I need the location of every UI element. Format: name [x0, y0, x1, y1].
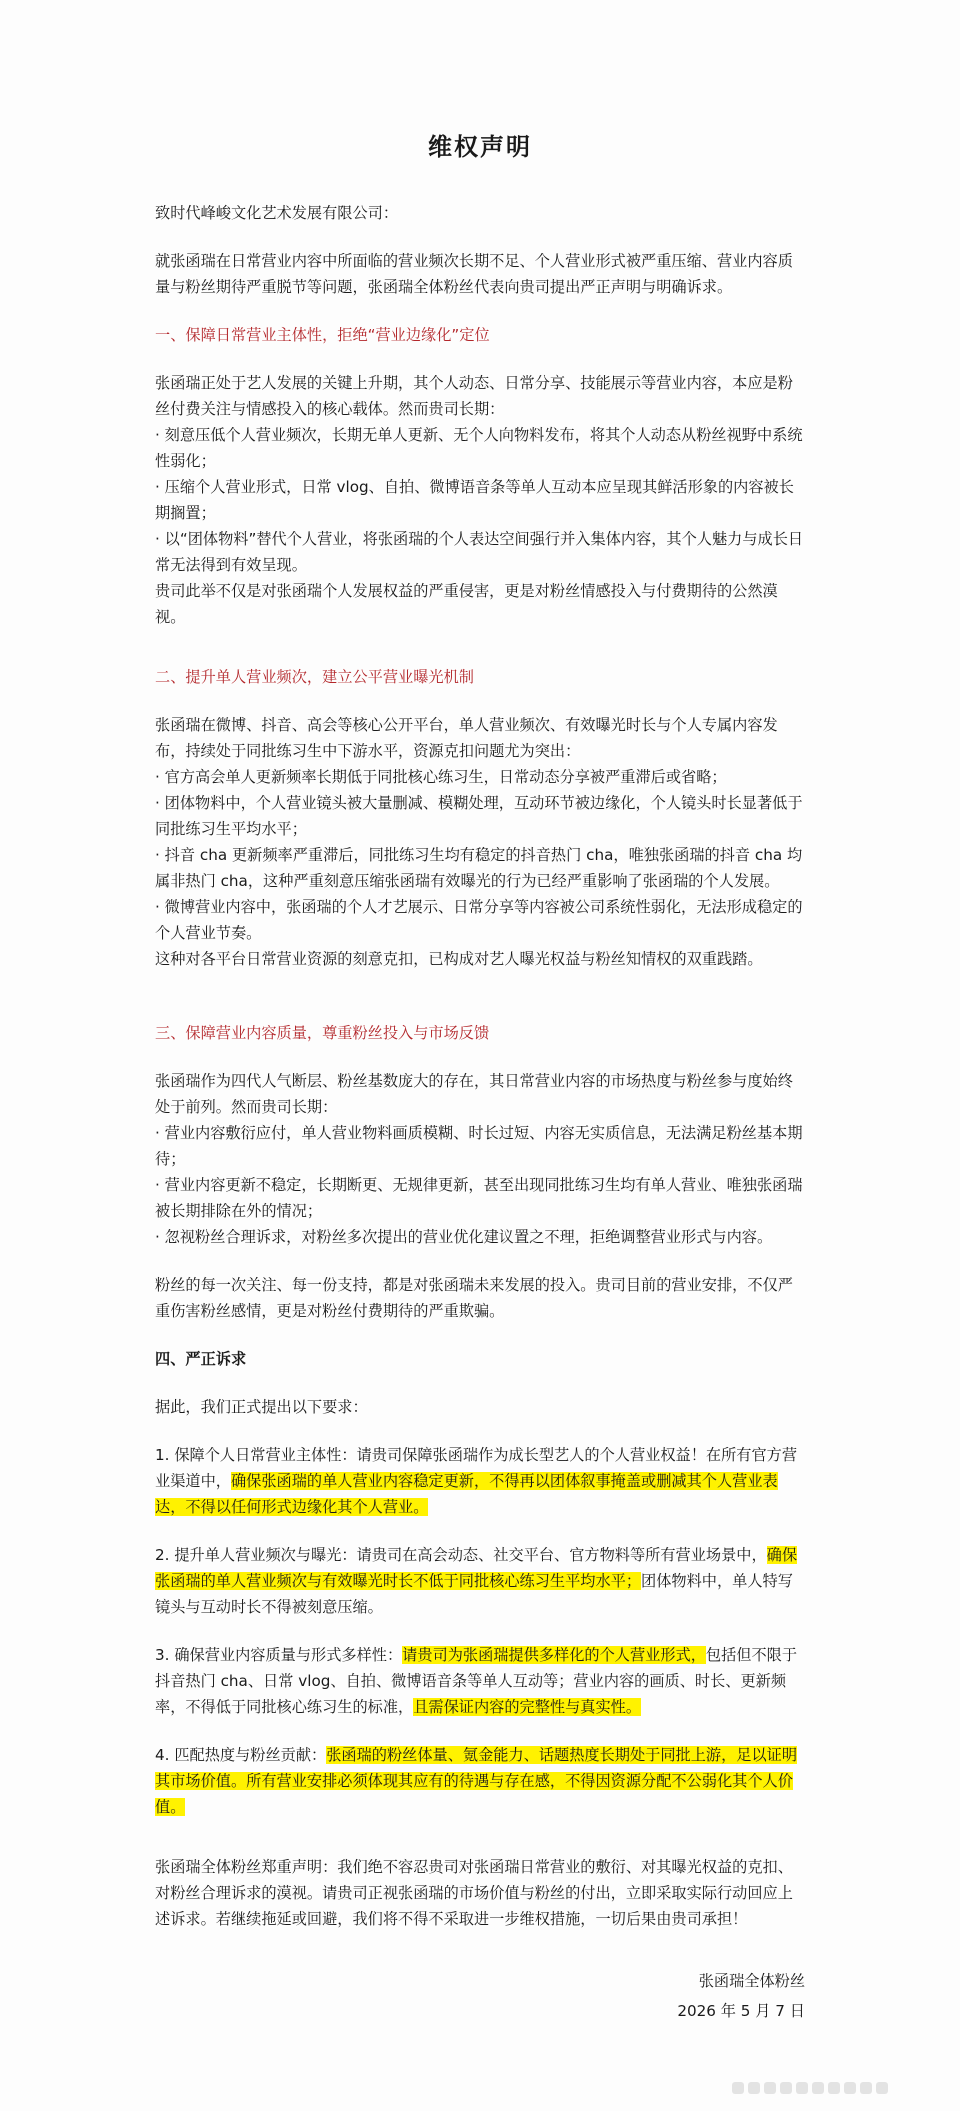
- section-3-bullet: · 营业内容更新不稳定，长期断更、无规律更新，甚至出现同批练习生均有单人营业、唯独张函瑞被长期排除在外的情况；: [155, 1176, 803, 1220]
- demand-2-text-tail: 团体物料中，单人特写镜头与互动时长不得被刻意压缩。: [155, 1572, 793, 1616]
- demand-2-text: 2. 提升单人营业频次与曝光：请贵司在高会动态、社交平台、官方物料等所有营业场景中，: [155, 1546, 767, 1564]
- addressee: 致时代峰峻文化艺术发展有限公司：: [155, 204, 398, 222]
- demand-3-text-mid: 包括但不限于抖音热门 cha、日常 vlog、自拍、微博语音条等单人互动等；营业内容的画质、时长、更新频率，不得低于同批核心练习生的标准，: [155, 1646, 798, 1716]
- section-3-bullet: · 忽视粉丝合理诉求，对粉丝多次提出的营业优化建议置之不理，拒绝调整营业形式与内容。: [155, 1228, 773, 1246]
- date: 2026 年 5 月 7 日: [677, 2002, 805, 2020]
- demand-4-highlight: 张函瑞的粉丝体量、氪金能力、话题热度长期处于同批上游，足以证明其市场价值。所有营业安排必须体现其应有的待遇与存在感，不得因资源分配不公弱化其个人价值。: [155, 1746, 798, 1816]
- section-2-heading: 二、提升单人营业频次，建立公平营业曝光机制: [155, 668, 474, 686]
- demand-4: [155, 1742, 805, 1820]
- demand-2: [155, 1542, 805, 1620]
- section-1-bullet: · 刻意压低个人营业频次，长期无单人更新、无个人向物料发布，将其个人动态从粉丝视野中系统性弱化；: [155, 426, 803, 470]
- section-2-bullet: · 团体物料中，个人营业镜头被大量删减、模糊处理，互动环节被边缘化，个人镜头时长显著低于同批练习生平均水平；: [155, 794, 803, 838]
- section-2-bullet: · 微博营业内容中，张函瑞的个人才艺展示、日常分享等内容被公司系统性弱化，无法形成稳定的个人营业节奏。: [155, 898, 803, 942]
- section-1-heading: 一、保障日常营业主体性，拒绝“营业边缘化”定位: [155, 326, 490, 344]
- page-title: 维权声明: [428, 133, 532, 161]
- demand-3-highlight-tail: 且需保证内容的完整性与真实性。: [413, 1698, 641, 1716]
- demand-1-highlight: 确保张函瑞的单人营业内容稳定更新，不得再以团体叙事掩盖或删减其个人营业表达，不得以任何形式边缘化其个人营业。: [155, 1472, 778, 1516]
- section-2-paragraph: 张函瑞在微博、抖音、高会等核心公开平台，单人营业频次、有效曝光时长与个人专属内容发布，持续处于同批练习生中下游水平，资源克扣问题尤为突出：: [155, 716, 778, 760]
- section-2-closing: 这种对各平台日常营业资源的刻意克扣，已构成对艺人曝光权益与粉丝知情权的双重践踏。: [155, 950, 763, 968]
- section-2-bullet: · 抖音 cha 更新频率严重滞后，同批练习生均有稳定的抖音热门 cha，唯独张函瑞的抖音 cha 均属非热门 cha，这种严重刻意压缩张函瑞有效曝光的行为已经严重影响了张函瑞的个人发展。: [155, 846, 803, 890]
- demand-3: [155, 1642, 805, 1720]
- demand-3-text: 3. 确保营业内容质量与形式多样性：: [155, 1646, 403, 1664]
- section-2-bullet: · 官方高会单人更新频率长期低于同批核心练习生，日常动态分享被严重滞后或省略；: [155, 768, 727, 786]
- section-1-paragraph: 张函瑞正处于艺人发展的关键上升期，其个人动态、日常分享、技能展示等营业内容，本应是粉丝付费关注与情感投入的核心载体。然而贵司长期：: [155, 374, 793, 418]
- section-4-heading: 四、严正诉求: [155, 1350, 247, 1368]
- final-declaration: 张函瑞全体粉丝郑重声明：我们绝不容忍贵司对张函瑞日常营业的敷衍、对其曝光权益的克扣、对粉丝合理诉求的漠视。请贵司正视张函瑞的市场价值与粉丝的付出，立即采取实际行动回应上述诉求。若继续拖延或回避，我们将不得不采取进一步维权措施，一切后果由贵司承担！: [155, 1858, 793, 1928]
- section-3-closing: 粉丝的每一次关注、每一份支持，都是对张函瑞未来发展的投入。贵司目前的营业安排，不仅严重伤害粉丝感情，更是对粉丝付费期待的严重欺骗。: [155, 1276, 793, 1320]
- section-1-closing: 贵司此举不仅是对张函瑞个人发展权益的严重侵害，更是对粉丝情感投入与付费期待的公然漠视。: [155, 582, 778, 626]
- demand-1: [155, 1442, 805, 1520]
- statement-body: [155, 130, 805, 2026]
- section-3-heading: 三、保障营业内容质量，尊重粉丝投入与市场反馈: [155, 1024, 490, 1042]
- watermark-dots: [732, 2077, 942, 2097]
- demand-4-text: 4. 匹配热度与粉丝贡献：: [155, 1746, 327, 1764]
- section-3-bullet: · 营业内容敷衍应付，单人营业物料画质模糊、时长过短、内容无实质信息，无法满足粉丝基本期待；: [155, 1124, 803, 1168]
- demand-1-text: 1. 保障个人日常营业主体性：请贵司保障张函瑞作为成长型艺人的个人营业权益！在所有官方营业渠道中，: [155, 1446, 798, 1490]
- demand-2-highlight: 确保张函瑞的单人营业频次与有效曝光时长不低于同批核心练习生平均水平；: [155, 1546, 798, 1590]
- section-4-lead: 据此，我们正式提出以下要求：: [155, 1398, 368, 1416]
- signature: 张函瑞全体粉丝: [698, 1972, 805, 1990]
- intro-paragraph: 就张函瑞在日常营业内容中所面临的营业频次长期不足、个人营业形式被严重压缩、营业内容质量与粉丝期待严重脱节等问题，张函瑞全体粉丝代表向贵司提出严正声明与明确诉求。: [155, 252, 793, 296]
- signature-block: [155, 1966, 805, 2026]
- section-1-bullet: · 以“团体物料”替代个人营业，将张函瑞的个人表达空间强行并入集体内容，其个人魅力与成长日常无法得到有效呈现。: [155, 530, 804, 574]
- demand-3-highlight: 请贵司为张函瑞提供多样化的个人营业形式，: [402, 1646, 706, 1664]
- section-1-bullet: · 压缩个人营业形式，日常 vlog、自拍、微博语音条等单人互动本应呈现其鲜活形象的内容被长期搁置；: [155, 478, 794, 522]
- section-3-paragraph: 张函瑞作为四代人气断层、粉丝基数庞大的存在，其日常营业内容的市场热度与粉丝参与度始终处于前列。然而贵司长期：: [155, 1072, 793, 1116]
